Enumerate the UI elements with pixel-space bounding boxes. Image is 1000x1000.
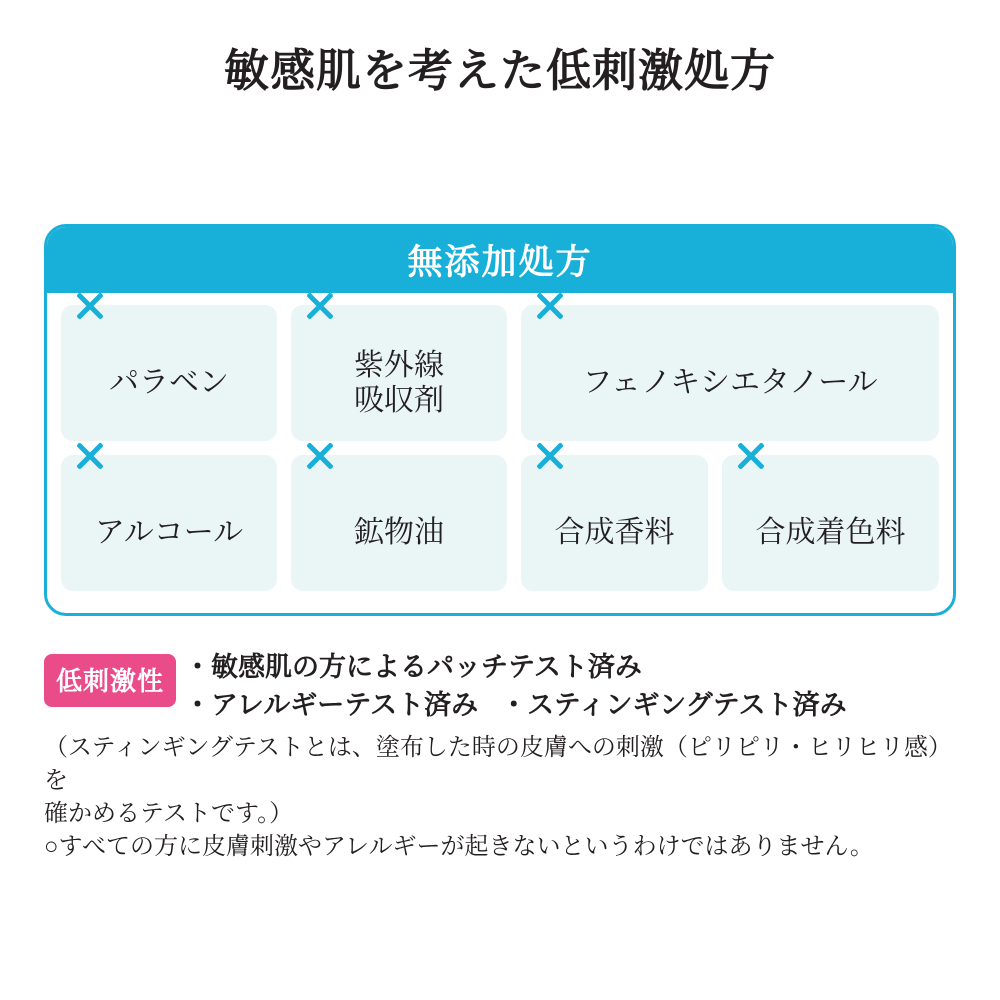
fineprint-line: 確かめるテストです。） [44,799,294,827]
ingredient-cell [291,305,507,441]
ingredient-label-line1: 紫外線 [354,348,444,382]
ingredient-row [61,455,939,591]
ingredient-row [61,305,939,441]
ingredient-cell [521,455,708,591]
notes-section [44,648,964,863]
test-claim-item [184,686,847,724]
x-mark-icon [303,289,337,323]
x-mark-icon [533,289,567,323]
ingredient-label-line2: 吸収剤 [354,384,444,417]
fineprint-line: ○すべての方に皮膚刺激やアレルギーが起きないというわけではありません。 [44,832,874,860]
ingredient-label: アルコール [94,516,244,550]
panel-body [47,293,953,605]
fineprint-line: （スティンギングテストとは、塗布した時の皮膚への刺激（ピリピリ・ヒリヒリ感）を [44,733,952,794]
x-mark-icon [73,439,107,473]
ingredient-label: 鉱物油 [354,516,444,550]
ingredient-label: 合成香料 [554,516,675,550]
ingredient-cell [61,305,277,441]
x-mark-icon [734,439,768,473]
low-irritation-note [44,648,964,725]
test-claims [184,648,847,725]
x-mark-icon [533,439,567,473]
ingredient-cell [722,455,939,591]
additive-free-panel [44,224,956,616]
fineprint [44,731,964,863]
x-mark-icon [73,289,107,323]
panel-title: 無添加処方 [47,227,953,293]
ingredient-cell [61,455,277,591]
ingredient-label [354,348,444,419]
test-claim-stinging: ・スティンギングテスト済み [500,690,847,721]
ingredient-label: フェノキシエタノール [582,366,878,400]
ingredient-label: パラベン [109,366,229,400]
ingredient-cell [521,305,939,441]
test-claim-item: ・敏感肌の方によるパッチテスト済み [184,652,642,682]
ingredient-label: 合成着色料 [755,516,906,550]
test-claim-allergy: ・アレルギーテスト済み [184,690,479,721]
ingredient-cell [291,455,507,591]
x-mark-icon [303,439,337,473]
page-title: 敏感肌を考えた低刺激処方 [223,45,776,96]
status-badge: 低刺激性 [44,654,176,707]
